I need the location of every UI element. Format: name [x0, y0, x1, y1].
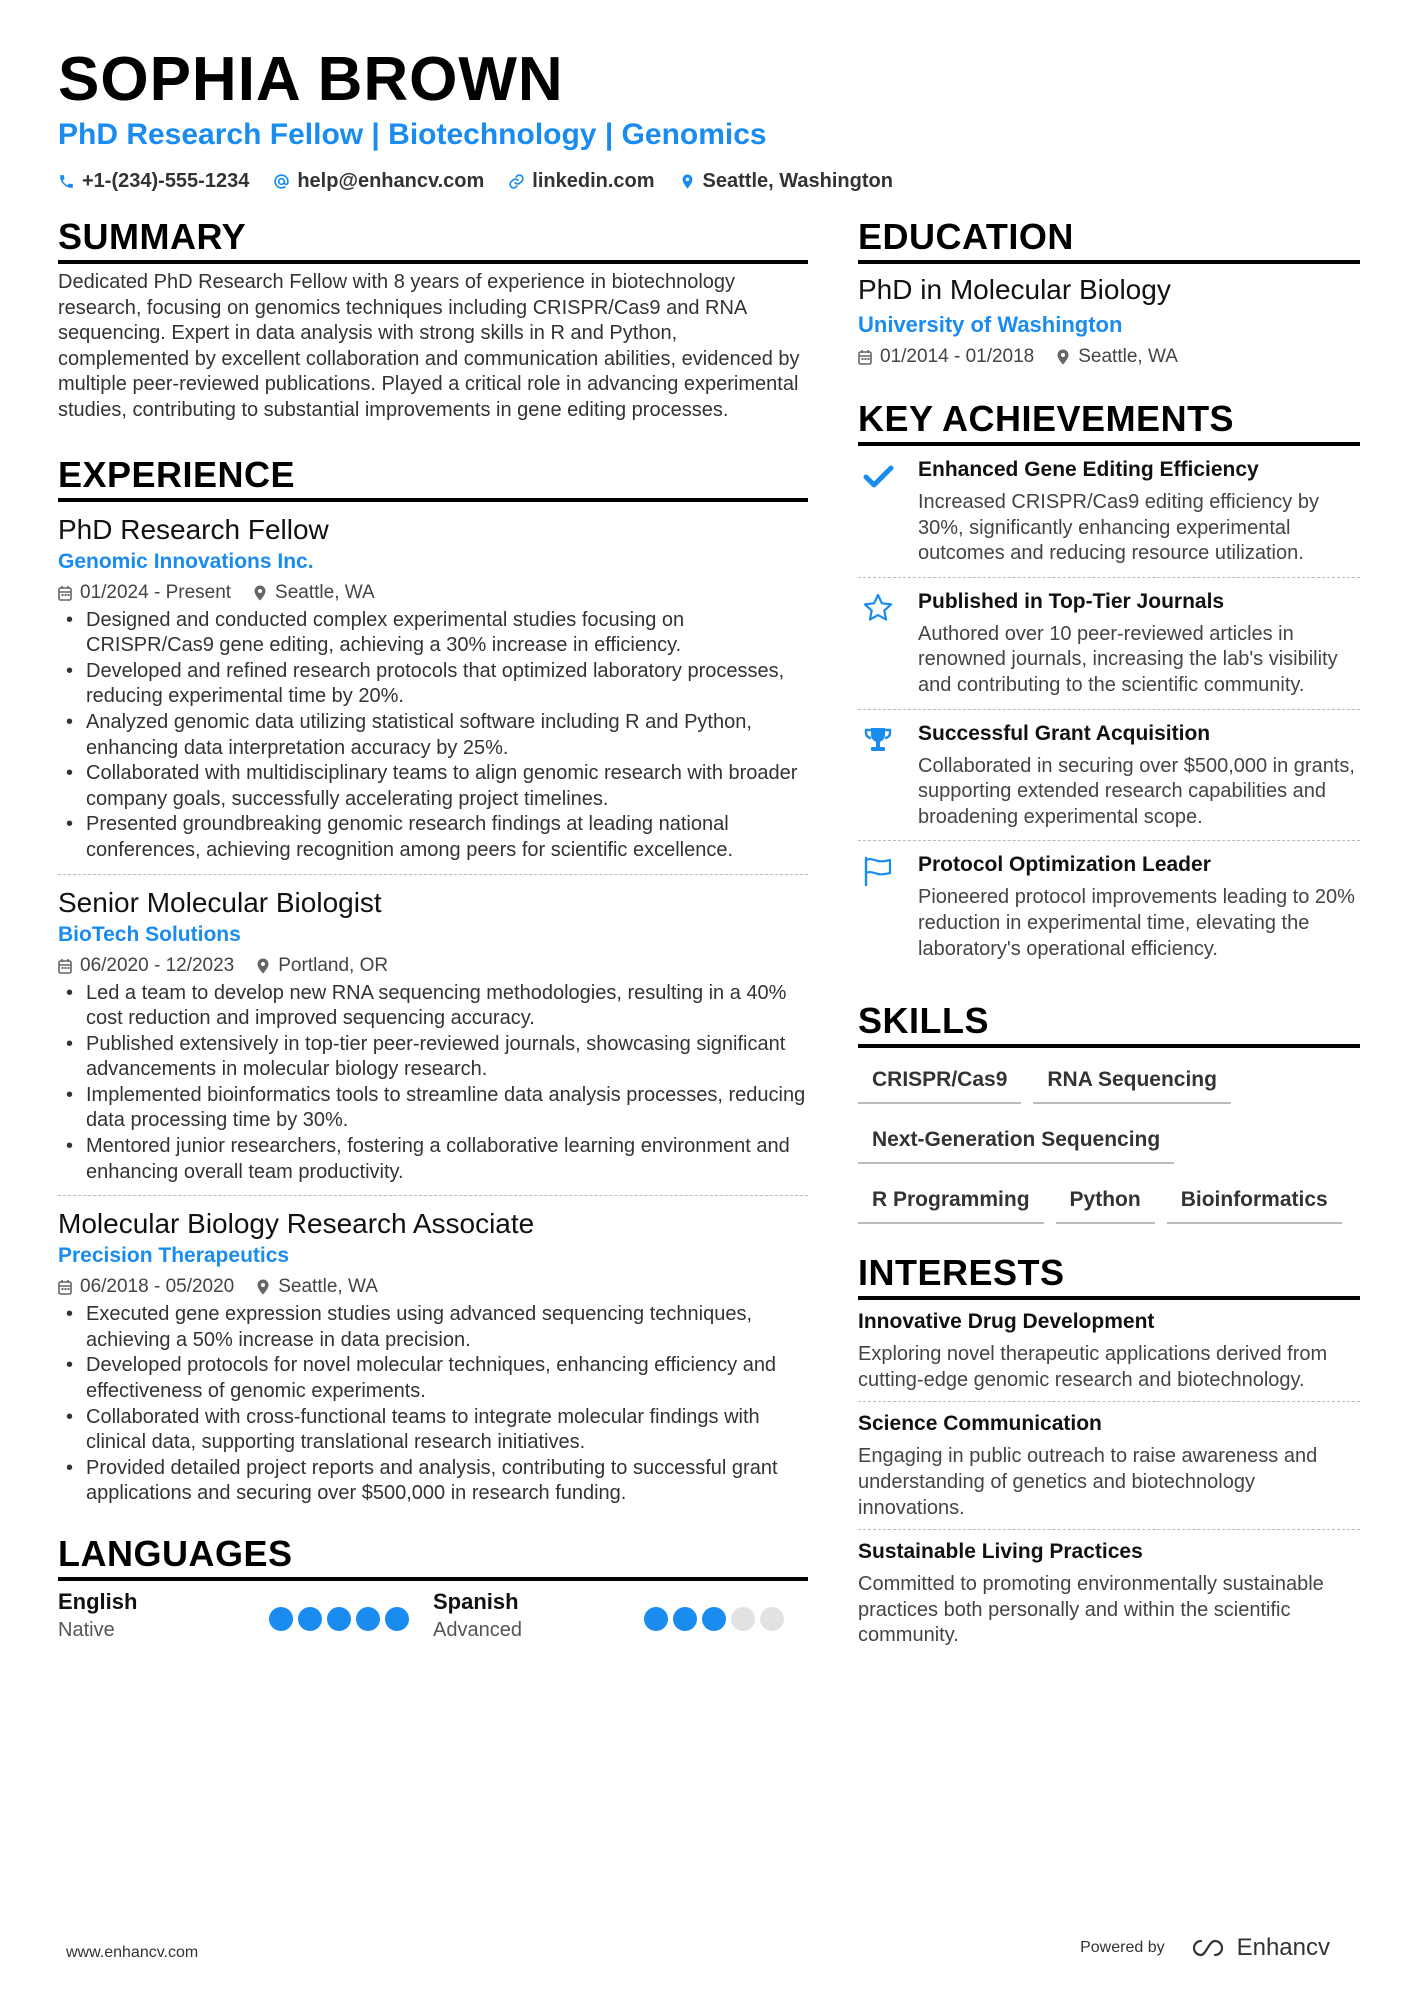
star-icon: [862, 592, 894, 624]
languages-heading: LANGUAGES: [58, 1533, 808, 1581]
achievement-entry: [858, 710, 1360, 842]
contact-linkedin[interactable]: [508, 170, 654, 193]
language-rating: [644, 1607, 784, 1642]
brand-name: Enhancv: [1236, 1934, 1330, 1961]
experience-section: [58, 454, 808, 1517]
check-icon: [862, 460, 894, 492]
calendar-icon: [858, 349, 872, 365]
calendar-icon: [58, 1279, 72, 1295]
skills-section: [858, 1000, 1360, 1224]
achievement-title: Enhanced Gene Editing Efficiency: [918, 458, 1259, 481]
email-text: help@enhancv.com: [297, 170, 485, 192]
education-heading: EDUCATION: [858, 216, 1360, 264]
bullet-item: • Presented groundbreaking genomic research findings at leading national conferences, achieving recognition among peers for scientific excellence.: [58, 812, 808, 863]
summary-section: [58, 216, 808, 424]
experience-entry: [58, 502, 808, 875]
candidate-name: SOPHIA BROWN: [58, 45, 564, 114]
achievement-description: Pioneered protocol improvements leading to 20% reduction in experimental time, elevating the laboratory's operational efficiency.: [918, 886, 1355, 960]
location-pin-icon: [253, 585, 267, 601]
achievement-title: Protocol Optimization Leader: [918, 853, 1211, 877]
skill-tag: CRISPR/Cas9: [858, 1058, 1021, 1104]
summary-text: Dedicated PhD Research Fellow with 8 years of experience in biotechnology research, focusing on genomics techniques including CRISPR/Cas9 and RNA sequencing. Expert in data analysis with strong skills in R and Python, complemented by excellent collaboration and communication abilities, evidenced by multiple peer-reviewed publications. Played a critical role in advancing experimental studies, contributing to substantial improvements in gene editing processes.: [58, 271, 800, 421]
bullet-item: • Collaborated with cross-functional teams to integrate molecular findings with clinical data, supporting translational research initiatives.: [58, 1405, 808, 1456]
location-pin-icon: [1056, 349, 1070, 365]
job-bullets: [58, 981, 808, 1186]
languages-section: [58, 1533, 808, 1642]
interest-title: Sustainable Living Practices: [858, 1540, 1143, 1564]
interest-description: Committed to promoting environmentally sustainable practices both personally and within the scientific community.: [858, 1573, 1324, 1647]
brand-logo[interactable]: [1187, 1934, 1330, 1962]
contact-email[interactable]: [273, 170, 484, 193]
language-entry: [433, 1589, 808, 1642]
interest-title: Science Communication: [858, 1412, 1102, 1436]
rating-dot: [644, 1607, 668, 1631]
location-pin-icon: [256, 1279, 270, 1295]
job-title: PhD Research Fellow: [58, 513, 329, 545]
education-section: [858, 216, 1360, 368]
achievements-heading: KEY ACHIEVEMENTS: [858, 398, 1360, 446]
flag-icon: [862, 855, 894, 887]
calendar-icon: [58, 585, 72, 601]
contact-bar: [58, 170, 893, 193]
job-meta: [58, 582, 808, 604]
language-level: Advanced: [433, 1619, 522, 1641]
footer-branding: [1080, 1934, 1330, 1962]
bullet-item: • Analyzed genomic data utilizing statistical software including R and Python, enhancing data interpretation accuracy by 25%.: [58, 710, 808, 761]
job-bullets: [58, 1302, 808, 1507]
bullet-item: • Provided detailed project reports and analysis, contributing to successful grant applications and securing over $500,000 in research funding.: [58, 1456, 808, 1507]
rating-dot: [702, 1607, 726, 1631]
rating-dot: [327, 1607, 351, 1631]
skill-tag: Python: [1056, 1178, 1155, 1224]
bullet-item: • Developed and refined research protocols that optimized laboratory processes, reducing experimental time by 20%.: [58, 659, 808, 710]
skills-heading: SKILLS: [858, 1000, 1360, 1048]
rating-dot: [356, 1607, 380, 1631]
bullet-item: • Mentored junior researchers, fostering a collaborative learning environment and enhancing overall team productivity.: [58, 1134, 808, 1185]
job-bullets: [58, 608, 808, 864]
job-meta: [58, 955, 808, 977]
job-meta: [58, 1276, 808, 1298]
language-rating: [269, 1607, 409, 1642]
interests-section: [858, 1252, 1360, 1657]
bullet-item: • Published extensively in top-tier peer-reviewed journals, showcasing significant advancements in molecular biology research.: [58, 1032, 808, 1083]
job-location: Seattle, WA: [275, 581, 375, 603]
job-dates: 01/2024 - Present: [80, 581, 232, 603]
education-meta: [858, 346, 1360, 368]
phone-icon: [58, 173, 75, 190]
skill-tag: R Programming: [858, 1178, 1044, 1224]
phone-text: +1-(234)-555-1234: [82, 170, 250, 192]
company-name: Precision Therapeutics: [58, 1244, 290, 1268]
left-column: [58, 216, 808, 1642]
language-name: Spanish: [433, 1589, 519, 1614]
calendar-icon: [58, 958, 72, 974]
skill-tag: RNA Sequencing: [1033, 1058, 1231, 1104]
location-pin-icon: [256, 958, 270, 974]
rating-dot: [269, 1607, 293, 1631]
enhancv-logo-icon: [1187, 1937, 1229, 1959]
company-name: BioTech Solutions: [58, 922, 241, 946]
linkedin-text: linkedin.com: [532, 170, 655, 192]
interest-entry: [858, 1300, 1360, 1402]
contact-location: [679, 170, 893, 193]
bullet-item: • Designed and conducted complex experimental studies focusing on CRISPR/Cas9 gene editing, achieving a 30% increase in efficiency.: [58, 608, 808, 659]
job-location: Portland, OR: [278, 954, 389, 976]
interest-description: Engaging in public outreach to raise awareness and understanding of genetics and biotechnology innovations.: [858, 1445, 1318, 1519]
interest-description: Exploring novel therapeutic applications derived from cutting-edge genomic research and biotechnology.: [858, 1343, 1328, 1391]
achievement-entry: [858, 578, 1360, 710]
achievements-section: [858, 398, 1360, 972]
link-icon: [508, 173, 525, 190]
summary-heading: SUMMARY: [58, 216, 808, 264]
location-pin-icon: [679, 173, 696, 190]
location-text: Seattle, Washington: [702, 170, 893, 192]
job-title: Molecular Biology Research Associate: [58, 1208, 535, 1240]
achievement-description: Authored over 10 peer-reviewed articles in renowned journals, increasing the lab's visibility and contributing to the scientific community.: [918, 622, 1338, 696]
experience-entry: [58, 1196, 808, 1517]
achievement-description: Increased CRISPR/Cas9 editing efficiency by 30%, significantly enhancing experimental outcomes and reducing resource utilization.: [918, 491, 1319, 565]
skill-tag: Bioinformatics: [1167, 1178, 1342, 1224]
job-dates: 06/2020 - 12/2023: [80, 954, 235, 976]
achievement-entry: [858, 841, 1360, 972]
footer-website[interactable]: www.enhancv.com: [66, 1944, 199, 1961]
job-title: Senior Molecular Biologist: [58, 886, 382, 918]
achievement-title: Successful Grant Acquisition: [918, 721, 1211, 745]
powered-by-label: Powered by: [1080, 1939, 1165, 1956]
school-name: University of Washington: [858, 312, 1123, 337]
interests-heading: INTERESTS: [858, 1252, 1360, 1300]
achievement-entry: [858, 446, 1360, 578]
bullet-item: • Developed protocols for novel molecular techniques, enhancing efficiency and effectiveness of genomic experiments.: [58, 1353, 808, 1404]
rating-dot: [298, 1607, 322, 1631]
achievement-title: Published in Top-Tier Journals: [918, 589, 1225, 613]
contact-phone[interactable]: [58, 170, 249, 193]
trophy-icon: [862, 724, 894, 756]
company-name: Genomic Innovations Inc.: [58, 549, 314, 573]
achievement-description: Collaborated in securing over $500,000 in grants, supporting extended research capabilities and broadening experimental scope.: [918, 754, 1355, 828]
at-icon: [273, 173, 290, 190]
degree: PhD in Molecular Biology: [858, 274, 1171, 305]
rating-dot: [385, 1607, 409, 1631]
job-dates: 06/2018 - 05/2020: [80, 1276, 235, 1298]
skill-tag: Next-Generation Sequencing: [858, 1118, 1174, 1164]
job-location: Seattle, WA: [278, 1276, 378, 1298]
bullet-item: • Executed gene expression studies using advanced sequencing techniques, achieving a 50% increase in data precision.: [58, 1302, 808, 1353]
rating-dot: [760, 1607, 784, 1631]
education-location: Seattle, WA: [1078, 346, 1178, 367]
experience-heading: EXPERIENCE: [58, 454, 808, 502]
experience-entry: [58, 875, 808, 1197]
language-name: English: [58, 1589, 138, 1614]
education-dates: 01/2014 - 01/2018: [880, 346, 1035, 367]
bullet-item: • Implemented bioinformatics tools to streamline data analysis processes, reducing data processing time by 30%.: [58, 1083, 808, 1134]
bullet-item: • Collaborated with multidisciplinary teams to align genomic research with broader company goals, successfully accelerating project timelines.: [58, 761, 808, 812]
interest-entry: [858, 1402, 1360, 1530]
bullet-item: • Led a team to develop new RNA sequencing methodologies, resulting in a 40% cost reduction and improved sequencing accuracy.: [58, 981, 808, 1032]
interest-entry: [858, 1530, 1360, 1657]
language-entry: [58, 1589, 433, 1642]
rating-dot: [673, 1607, 697, 1631]
right-column: [858, 216, 1360, 1657]
rating-dot: [731, 1607, 755, 1631]
interest-title: Innovative Drug Development: [858, 1310, 1155, 1334]
headline: PhD Research Fellow | Biotechnology | Genomics: [58, 118, 767, 151]
language-level: Native: [58, 1619, 115, 1641]
